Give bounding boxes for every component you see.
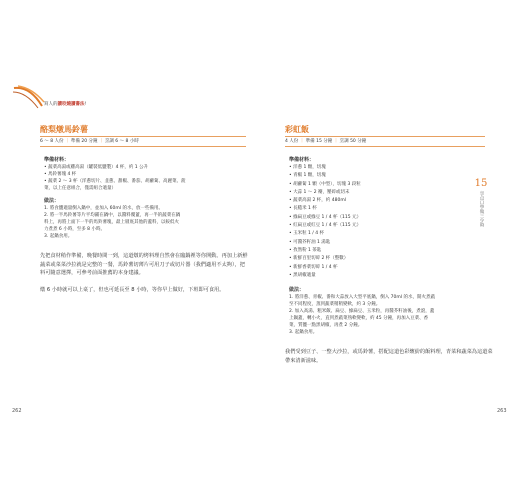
- list-item: 菜，質鹽一點黑胡椒，再煮 2 分鐘。: [289, 323, 363, 328]
- list-item: • 紅扁豆或紅豆 1 / 4 杯（115 元）: [289, 223, 362, 229]
- meta-prep: 準備 20 分鐘: [70, 139, 98, 144]
- swoosh-logo-icon: [12, 84, 46, 110]
- list-item: 1. 將洋蔥、青椒、番和大蒜放入大型平底鍋，倒入 70ml 的水，開火煮蔬: [289, 295, 435, 300]
- list-item: • 胡蘿蔔 1 顆（中型），切塊 3 段粒: [289, 181, 361, 187]
- header-prefix: 寫人的: [44, 102, 58, 107]
- ingredients-heading: 準備材料：: [44, 157, 70, 163]
- intro-paragraph: 先把食材稍作準備，晚餐時間一到，這道燉的烤料理自然會在臨鍋裡等你開動。再加上新鮮蔬菜或菜菜沙拉就是完整的一餐，馬鈴薯切薄片可用刀子或切片器（我們適用不太夠），把料可隨意選擇，可參考前面推薦的本身建議。: [40, 253, 248, 277]
- title-rule: [285, 136, 485, 137]
- list-item: 上鍋蓋，轉小火，直到煮蔬菜熟軟變軟，約 45 分鐘，再加入豆菜、香: [289, 316, 429, 321]
- list-item: • 新鮮百里切碎 2 杯（整數）: [289, 256, 349, 262]
- ingredients-list: [289, 164, 361, 280]
- intro-paragraph: 我們受到豆子、一整大沙拉，或馬鈴薯，搭配這道色彩繽紛的飯料理，青菜和蔬菜為這道菜帶來清新滋味。: [285, 349, 493, 364]
- header-highlight: 讀咬燒讀書法: [57, 102, 85, 107]
- steps-list: [44, 205, 180, 240]
- meta-servings: 4 人份: [285, 139, 299, 144]
- chapter-label: 享点口學做三少時: [479, 191, 484, 227]
- list-item: • 玉米粒 1 / 4 杯: [289, 231, 325, 237]
- list-item: 3. 起鍋食用。: [289, 330, 318, 335]
- list-item: 3. 起鍋食用。: [44, 234, 73, 239]
- list-item: 料上，再將上面下一半的馬鈴薯塊，最上層底其他的蓋料，以較低火: [44, 220, 179, 225]
- recipe-meta: 4 人份 ｜ 準備 15 分鐘 ｜ 烹調 50 分鐘: [285, 139, 367, 144]
- title-rule: [40, 136, 246, 137]
- list-item: 力煮煮 6 小時，至多 8 小時。: [44, 227, 105, 232]
- recipe-title: 酪梨燉馬鈴薯: [40, 125, 88, 134]
- list-item: • 可醬芥籽油 1 湯匙: [289, 239, 331, 245]
- chapter-number: 15: [474, 178, 488, 189]
- list-item: 至不同程度，蒸到蔬菜稍稍變軟，約 3 分鐘。: [289, 302, 381, 307]
- meta-cook: 烹調 6 ～ 8 小時: [104, 139, 139, 144]
- page-number: 263: [497, 408, 507, 414]
- meta-rule: [285, 146, 485, 147]
- meta-rule: [40, 146, 246, 147]
- ingredients-heading: 準備材料：: [289, 157, 315, 163]
- recipe-meta: 6 ～ 8 人份 ｜ 準備 20 分鐘 ｜ 烹調 6 ～ 8 小時: [40, 139, 139, 144]
- list-item: 2. 加入高湯、粗米飯、扁豆、綠扁豆、玉米粒，再醬芥籽油後，煮滾，蓋: [289, 309, 435, 314]
- list-item: • 黑胡椒適量: [289, 272, 316, 278]
- chapter-tab: [474, 178, 488, 227]
- steps-list: [289, 294, 435, 336]
- list-item: 1. 將食鹽適量倒入鍋中，並加入 60ml 的水，放一些備用。: [44, 206, 163, 211]
- meta-prep: 準備 15 分鐘: [305, 139, 333, 144]
- list-item: • 青椒 1 顆，切塊: [289, 173, 326, 179]
- list-item: • 蔬菜高湯或雞高湯（罐裝低鹽製）4 杯，約 1 公升: [44, 165, 149, 170]
- list-item: • 馬鈴薯塊 4 杯: [44, 172, 77, 177]
- right-page: [260, 0, 520, 500]
- list-item: • 洋蔥 1 顆，切塊: [289, 165, 326, 170]
- list-item: • 新鮮香菜切碎 1 / 4 杯: [289, 264, 338, 270]
- intro-paragraph-2: 燉 6 小時就可以上桌了，但也可延長至 8 小時，等你早上做好，下班即可食用。: [40, 287, 225, 293]
- list-item: • 孜然粉 1 茶匙: [289, 247, 322, 253]
- steps-heading: 做法：: [289, 287, 305, 293]
- list-item: • 蔬菜 2 ～ 3 杯（洋蔥切片、韭蔥、甜椒、番茄、胡蘿蔔、高麗菜、菠: [44, 179, 186, 184]
- list-item: • 蔬菜高湯 2 杯，約 480ml: [289, 198, 346, 204]
- list-item: • 長糙米 1 杯: [289, 206, 317, 212]
- list-item: 菜，以上任意組合，僅需組合適量）: [44, 186, 116, 191]
- running-header: [44, 101, 86, 107]
- header-suffix: !: [84, 102, 87, 107]
- page-number: 262: [12, 408, 22, 414]
- ingredients-list: [44, 164, 186, 192]
- list-item: • 綠扁豆或綠豆 1 / 4 杯（115 元）: [289, 214, 362, 220]
- meta-cook: 烹調 50 分鐘: [339, 139, 367, 144]
- list-item: • 大蒜 1 ～ 2 瓣，壓碎或切末: [289, 189, 350, 195]
- list-item: 2. 將一半馬鈴薯等片平均鋪在鍋中，以醬料覆蓋，再一半的蔬菜在鍋: [44, 213, 181, 218]
- meta-servings: 6 ～ 8 人份: [40, 139, 64, 144]
- recipe-title: 彩虹飯: [285, 125, 309, 134]
- steps-heading: 做法：: [44, 198, 60, 204]
